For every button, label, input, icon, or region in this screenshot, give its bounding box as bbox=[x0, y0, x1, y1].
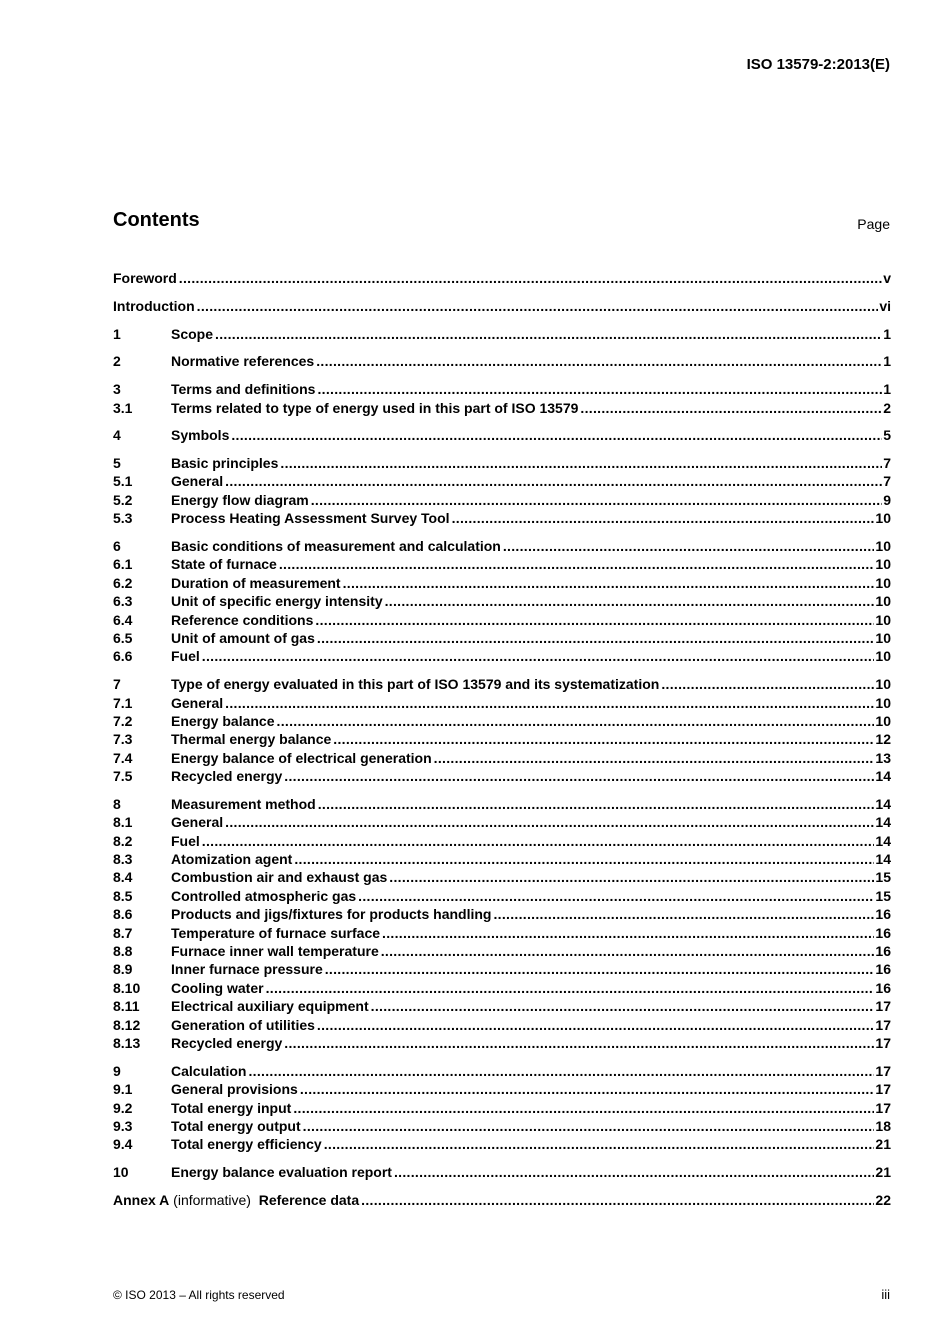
dot-leader bbox=[279, 555, 875, 573]
toc-entry-number: 9.1 bbox=[113, 1081, 133, 1098]
toc-entry-number: 9 bbox=[113, 1062, 121, 1079]
toc-entry-number: 6.1 bbox=[113, 556, 133, 573]
toc-entry-title: Reference conditions bbox=[171, 611, 314, 628]
toc-entry[interactable] bbox=[113, 454, 891, 472]
toc-entry-title: State of furnace bbox=[171, 556, 277, 573]
toc-entry-title: Total energy efficiency bbox=[171, 1136, 322, 1153]
toc-entry-title: Type of energy evaluated in this part of ISO 13579 and its systematization bbox=[171, 676, 660, 693]
toc-entry-number: 6 bbox=[113, 538, 121, 555]
toc-entry-page: 17 bbox=[875, 998, 891, 1015]
toc-entry[interactable] bbox=[113, 675, 891, 693]
toc-entry[interactable] bbox=[113, 611, 891, 629]
toc-entry-page: 16 bbox=[875, 961, 891, 978]
toc-entry[interactable] bbox=[113, 694, 891, 712]
toc-entry-number: 5.3 bbox=[113, 510, 133, 527]
toc-entry[interactable] bbox=[113, 730, 891, 748]
toc-entry-number: 6.2 bbox=[113, 574, 133, 591]
toc-entry-page: 14 bbox=[875, 795, 891, 812]
toc-entry-title: Products and jigs/fixtures for products handling bbox=[171, 906, 492, 923]
toc-entry-title: Fuel bbox=[171, 832, 200, 849]
toc-entry-number: 3.1 bbox=[113, 399, 133, 416]
dot-leader bbox=[179, 269, 882, 287]
toc-entry-number: 10 bbox=[113, 1164, 129, 1181]
toc-entry-page: 17 bbox=[875, 1034, 891, 1051]
dot-leader bbox=[503, 537, 875, 555]
toc-entry-number: 8.13 bbox=[113, 1034, 141, 1051]
toc-entry-page: 9 bbox=[883, 491, 891, 508]
toc-entry-title: Process Heating Assessment Survey Tool bbox=[171, 510, 450, 527]
dot-leader bbox=[317, 380, 882, 398]
dot-leader bbox=[303, 1117, 875, 1135]
toc-entry-page: 17 bbox=[875, 1099, 891, 1116]
toc-entry-page: 5 bbox=[883, 427, 891, 444]
dot-leader bbox=[277, 712, 875, 730]
dot-leader bbox=[202, 832, 875, 850]
dot-leader bbox=[381, 942, 875, 960]
toc-entry-page: 16 bbox=[875, 906, 891, 923]
toc-entry-page: 10 bbox=[875, 538, 891, 555]
dot-leader bbox=[385, 592, 875, 610]
toc-entry[interactable] bbox=[113, 399, 891, 417]
toc-entry-title: General bbox=[171, 473, 224, 490]
toc-entry[interactable] bbox=[113, 592, 891, 610]
toc-entry-page: v bbox=[883, 270, 891, 286]
dot-leader bbox=[358, 887, 874, 905]
dot-leader bbox=[197, 297, 879, 315]
toc-entry[interactable] bbox=[113, 380, 891, 398]
toc-entry[interactable] bbox=[113, 1062, 891, 1080]
toc-entry-title: Generation of utilities bbox=[171, 1016, 315, 1033]
dot-leader bbox=[317, 629, 875, 647]
toc-entry-number: 5 bbox=[113, 455, 121, 472]
toc-entry[interactable] bbox=[113, 325, 891, 343]
dot-leader bbox=[300, 1080, 875, 1098]
toc-entry-number: 8.6 bbox=[113, 906, 133, 923]
annex-title: Reference data bbox=[258, 1191, 360, 1208]
toc-entry-page: 7 bbox=[883, 455, 891, 472]
toc-entry-number: 5.1 bbox=[113, 473, 133, 490]
toc-entry[interactable] bbox=[113, 352, 891, 370]
dot-leader bbox=[580, 399, 882, 417]
toc-entry-page: 10 bbox=[875, 556, 891, 573]
toc-entry-page: 14 bbox=[875, 832, 891, 849]
toc-entry-page: 1 bbox=[883, 353, 891, 370]
dot-leader bbox=[434, 749, 875, 767]
toc-entry-number: 7.4 bbox=[113, 749, 133, 766]
toc-entry-page: 12 bbox=[875, 731, 891, 748]
toc-entry[interactable] bbox=[113, 960, 891, 978]
dot-leader bbox=[311, 491, 883, 509]
toc-entry[interactable] bbox=[113, 426, 891, 444]
toc-entry[interactable] bbox=[113, 832, 891, 850]
toc-entry[interactable] bbox=[113, 1099, 891, 1117]
toc-entry-number: 3 bbox=[113, 381, 121, 398]
toc-entry[interactable] bbox=[113, 269, 891, 287]
toc-entry-number: 9.4 bbox=[113, 1136, 133, 1153]
toc-entry-number: 7.5 bbox=[113, 768, 133, 785]
toc-entry[interactable] bbox=[113, 997, 891, 1015]
toc-entry[interactable] bbox=[113, 1080, 891, 1098]
toc-entry-number: 6.4 bbox=[113, 611, 133, 628]
toc-entry-page: 17 bbox=[875, 1062, 891, 1079]
toc-entry-title: Temperature of furnace surface bbox=[171, 924, 381, 941]
toc-entry-page: 10 bbox=[875, 676, 891, 693]
toc-entry-number: 6.3 bbox=[113, 593, 133, 610]
toc-entry-page: 15 bbox=[875, 869, 891, 886]
toc-entry-title: Terms and definitions bbox=[171, 381, 316, 398]
dot-leader bbox=[452, 509, 875, 527]
copyright-notice: © ISO 2013 – All rights reserved bbox=[113, 1288, 285, 1302]
toc-entry[interactable] bbox=[113, 1016, 891, 1034]
toc-entry-page: 22 bbox=[875, 1191, 891, 1208]
dot-leader bbox=[324, 1135, 875, 1153]
toc-entry-title: Symbols bbox=[171, 427, 230, 444]
toc-entry-page: 17 bbox=[875, 1016, 891, 1033]
toc-entry-page: 21 bbox=[875, 1136, 891, 1153]
toc-entry-number: 9.2 bbox=[113, 1099, 133, 1116]
toc-entry-page: 2 bbox=[883, 399, 891, 416]
toc-entry-number: 8.3 bbox=[113, 851, 133, 868]
toc-entry-title: Scope bbox=[171, 325, 214, 342]
toc-entry-title: Foreword bbox=[113, 270, 177, 286]
dot-leader bbox=[266, 979, 875, 997]
contents-heading: Contents bbox=[113, 209, 200, 231]
toc-entry-page: 14 bbox=[875, 814, 891, 831]
toc-entry-page: 7 bbox=[883, 473, 891, 490]
toc-entry-page: vi bbox=[879, 297, 891, 314]
toc-entry[interactable] bbox=[113, 1117, 891, 1135]
toc-entry[interactable] bbox=[113, 555, 891, 573]
toc-entry-number: 9.3 bbox=[113, 1117, 133, 1134]
toc-entry[interactable] bbox=[113, 537, 891, 555]
annex-label: Annex A bbox=[113, 1191, 170, 1208]
toc-entry-title: Normative references bbox=[171, 353, 315, 370]
dot-leader bbox=[333, 730, 874, 748]
toc-entry-number: 7.1 bbox=[113, 694, 133, 711]
dot-leader bbox=[343, 574, 875, 592]
toc-entry-number: 7 bbox=[113, 676, 121, 693]
toc-entry[interactable] bbox=[113, 297, 891, 315]
dot-leader bbox=[293, 1099, 874, 1117]
toc-entry[interactable] bbox=[113, 979, 891, 997]
toc-entry-page: 16 bbox=[875, 924, 891, 941]
page-column-label: Page bbox=[857, 216, 890, 232]
dot-leader bbox=[202, 647, 875, 665]
toc-entry-page: 10 bbox=[875, 694, 891, 711]
dot-leader bbox=[248, 1062, 874, 1080]
toc-entry[interactable] bbox=[113, 887, 891, 905]
annex-type: (informative) bbox=[169, 1191, 259, 1208]
toc-entry-number: 6.5 bbox=[113, 629, 133, 646]
toc-entry[interactable] bbox=[113, 924, 891, 942]
toc-entry-number: 1 bbox=[113, 325, 121, 342]
toc-entry-title: Atomization agent bbox=[171, 851, 293, 868]
toc-entry-number: 8.2 bbox=[113, 832, 133, 849]
toc-entry-title: Thermal energy balance bbox=[171, 731, 332, 748]
toc-entry-page: 10 bbox=[875, 712, 891, 729]
dot-leader bbox=[661, 675, 874, 693]
dot-leader bbox=[389, 868, 874, 886]
toc-entry-title: General provisions bbox=[171, 1081, 298, 1098]
toc-entry-title: Energy flow diagram bbox=[171, 491, 309, 508]
toc-entry-number: 8.8 bbox=[113, 943, 133, 960]
toc-entry[interactable] bbox=[113, 813, 891, 831]
toc-entry-page: 10 bbox=[875, 648, 891, 665]
dot-leader bbox=[317, 1016, 875, 1034]
toc-entry-page: 10 bbox=[875, 593, 891, 610]
toc-entry-number: 8.10 bbox=[113, 979, 141, 996]
toc-entry-title: Energy balance evaluation report bbox=[171, 1164, 392, 1181]
dot-leader bbox=[225, 694, 874, 712]
toc-entry-number: 8.11 bbox=[113, 998, 140, 1015]
toc-entry[interactable] bbox=[113, 712, 891, 730]
dot-leader bbox=[382, 924, 874, 942]
toc-entry-page: 14 bbox=[875, 851, 891, 868]
toc-entry[interactable] bbox=[113, 1034, 891, 1052]
toc-entry-page: 21 bbox=[875, 1164, 891, 1181]
toc-entry-number: 8 bbox=[113, 795, 121, 812]
toc-entry-number: 7.3 bbox=[113, 731, 133, 748]
toc-entry[interactable] bbox=[113, 749, 891, 767]
toc-entry-number: 4 bbox=[113, 427, 121, 444]
toc-entry-page: 14 bbox=[875, 768, 891, 785]
toc-entry[interactable] bbox=[113, 942, 891, 960]
toc-entry-page: 10 bbox=[875, 510, 891, 527]
dot-leader bbox=[361, 1191, 874, 1209]
toc-entry-title: Furnace inner wall temperature bbox=[171, 943, 379, 960]
toc-entry[interactable] bbox=[113, 1135, 891, 1153]
toc-entry[interactable] bbox=[113, 647, 891, 665]
dot-leader bbox=[225, 813, 874, 831]
dot-leader bbox=[315, 611, 874, 629]
toc-entry[interactable] bbox=[113, 509, 891, 527]
dot-leader bbox=[215, 325, 882, 343]
toc-entry[interactable] bbox=[113, 795, 891, 813]
dot-leader bbox=[316, 352, 882, 370]
toc-entry-title: Electrical auxiliary equipment bbox=[171, 998, 369, 1015]
toc-entry-page: 10 bbox=[875, 629, 891, 646]
toc-entry-page: 1 bbox=[883, 381, 891, 398]
toc-entry-title: Inner furnace pressure bbox=[171, 961, 323, 978]
toc-entry-number: 8.12 bbox=[113, 1016, 141, 1033]
toc-entry-title: General bbox=[171, 694, 224, 711]
dot-leader bbox=[231, 426, 882, 444]
toc-entry-title: Measurement method bbox=[171, 795, 316, 812]
toc-entry-title: Calculation bbox=[171, 1062, 247, 1079]
toc-entry-title: Terms related to type of energy used in this part of ISO 13579 bbox=[171, 399, 579, 416]
toc-entry-title: Combustion air and exhaust gas bbox=[171, 869, 388, 886]
toc-entry[interactable] bbox=[113, 905, 891, 923]
toc-entry-page: 10 bbox=[875, 574, 891, 591]
toc-entry-number: 2 bbox=[113, 353, 121, 370]
toc-entry-number: 8.5 bbox=[113, 887, 133, 904]
toc-entry[interactable] bbox=[113, 850, 891, 868]
dot-leader bbox=[280, 454, 882, 472]
toc-entry-title: Controlled atmospheric gas bbox=[171, 887, 357, 904]
toc-entry-title: Duration of measurement bbox=[171, 574, 341, 591]
toc-entry-number: 8.1 bbox=[113, 814, 133, 831]
toc-entry-number: 5.2 bbox=[113, 491, 133, 508]
toc-entry[interactable] bbox=[113, 491, 891, 509]
toc-entry[interactable] bbox=[113, 629, 891, 647]
toc-entry[interactable] bbox=[113, 767, 891, 785]
dot-leader bbox=[284, 767, 874, 785]
toc-entry-number: 8.9 bbox=[113, 961, 133, 978]
toc-entry-title: Introduction bbox=[113, 297, 195, 314]
table-of-contents bbox=[113, 269, 891, 1209]
toc-entry-number: 7.2 bbox=[113, 712, 133, 729]
dot-leader bbox=[493, 905, 874, 923]
dot-leader bbox=[225, 472, 882, 490]
toc-entry-title: Energy balance bbox=[171, 712, 275, 729]
toc-entry-page: 1 bbox=[883, 325, 891, 342]
dot-leader bbox=[284, 1034, 874, 1052]
toc-entry-page: 16 bbox=[875, 979, 891, 996]
toc-entry-page: 17 bbox=[875, 1081, 891, 1098]
toc-entry[interactable] bbox=[113, 472, 891, 490]
toc-entry-title: Basic conditions of measurement and calculation bbox=[171, 538, 501, 555]
toc-entry-title bbox=[113, 1191, 359, 1209]
document-id: ISO 13579-2:2013(E) bbox=[746, 56, 890, 73]
page-number: iii bbox=[881, 1287, 890, 1302]
dot-leader bbox=[325, 960, 875, 978]
toc-entry-title: Fuel bbox=[171, 648, 200, 665]
toc-entry-page: 13 bbox=[875, 749, 891, 766]
toc-entry-title: Recycled energy bbox=[171, 768, 283, 785]
toc-entry[interactable] bbox=[113, 868, 891, 886]
toc-entry[interactable] bbox=[113, 574, 891, 592]
dot-leader bbox=[318, 795, 875, 813]
toc-entry-title: Unit of specific energy intensity bbox=[171, 593, 383, 610]
toc-entry-title: Total energy input bbox=[171, 1099, 292, 1116]
toc-entry-title: Energy balance of electrical generation bbox=[171, 749, 432, 766]
toc-entry-title: Basic principles bbox=[171, 455, 279, 472]
toc-entry-title: Recycled energy bbox=[171, 1034, 283, 1051]
toc-entry-page: 15 bbox=[875, 887, 891, 904]
toc-entry[interactable] bbox=[113, 1163, 891, 1181]
toc-entry[interactable] bbox=[113, 1191, 891, 1209]
toc-entry-title: General bbox=[171, 814, 224, 831]
toc-entry-page: 18 bbox=[875, 1117, 891, 1134]
dot-leader bbox=[371, 997, 875, 1015]
toc-entry-number: 6.6 bbox=[113, 648, 133, 665]
toc-entry-title: Unit of amount of gas bbox=[171, 629, 315, 646]
toc-entry-page: 10 bbox=[875, 611, 891, 628]
toc-entry-number: 8.7 bbox=[113, 924, 133, 941]
toc-entry-number: 8.4 bbox=[113, 869, 133, 886]
dot-leader bbox=[294, 850, 874, 868]
toc-entry-title: Cooling water bbox=[171, 979, 264, 996]
toc-entry-title: Total energy output bbox=[171, 1117, 301, 1134]
toc-entry-page: 16 bbox=[875, 943, 891, 960]
dot-leader bbox=[394, 1163, 874, 1181]
